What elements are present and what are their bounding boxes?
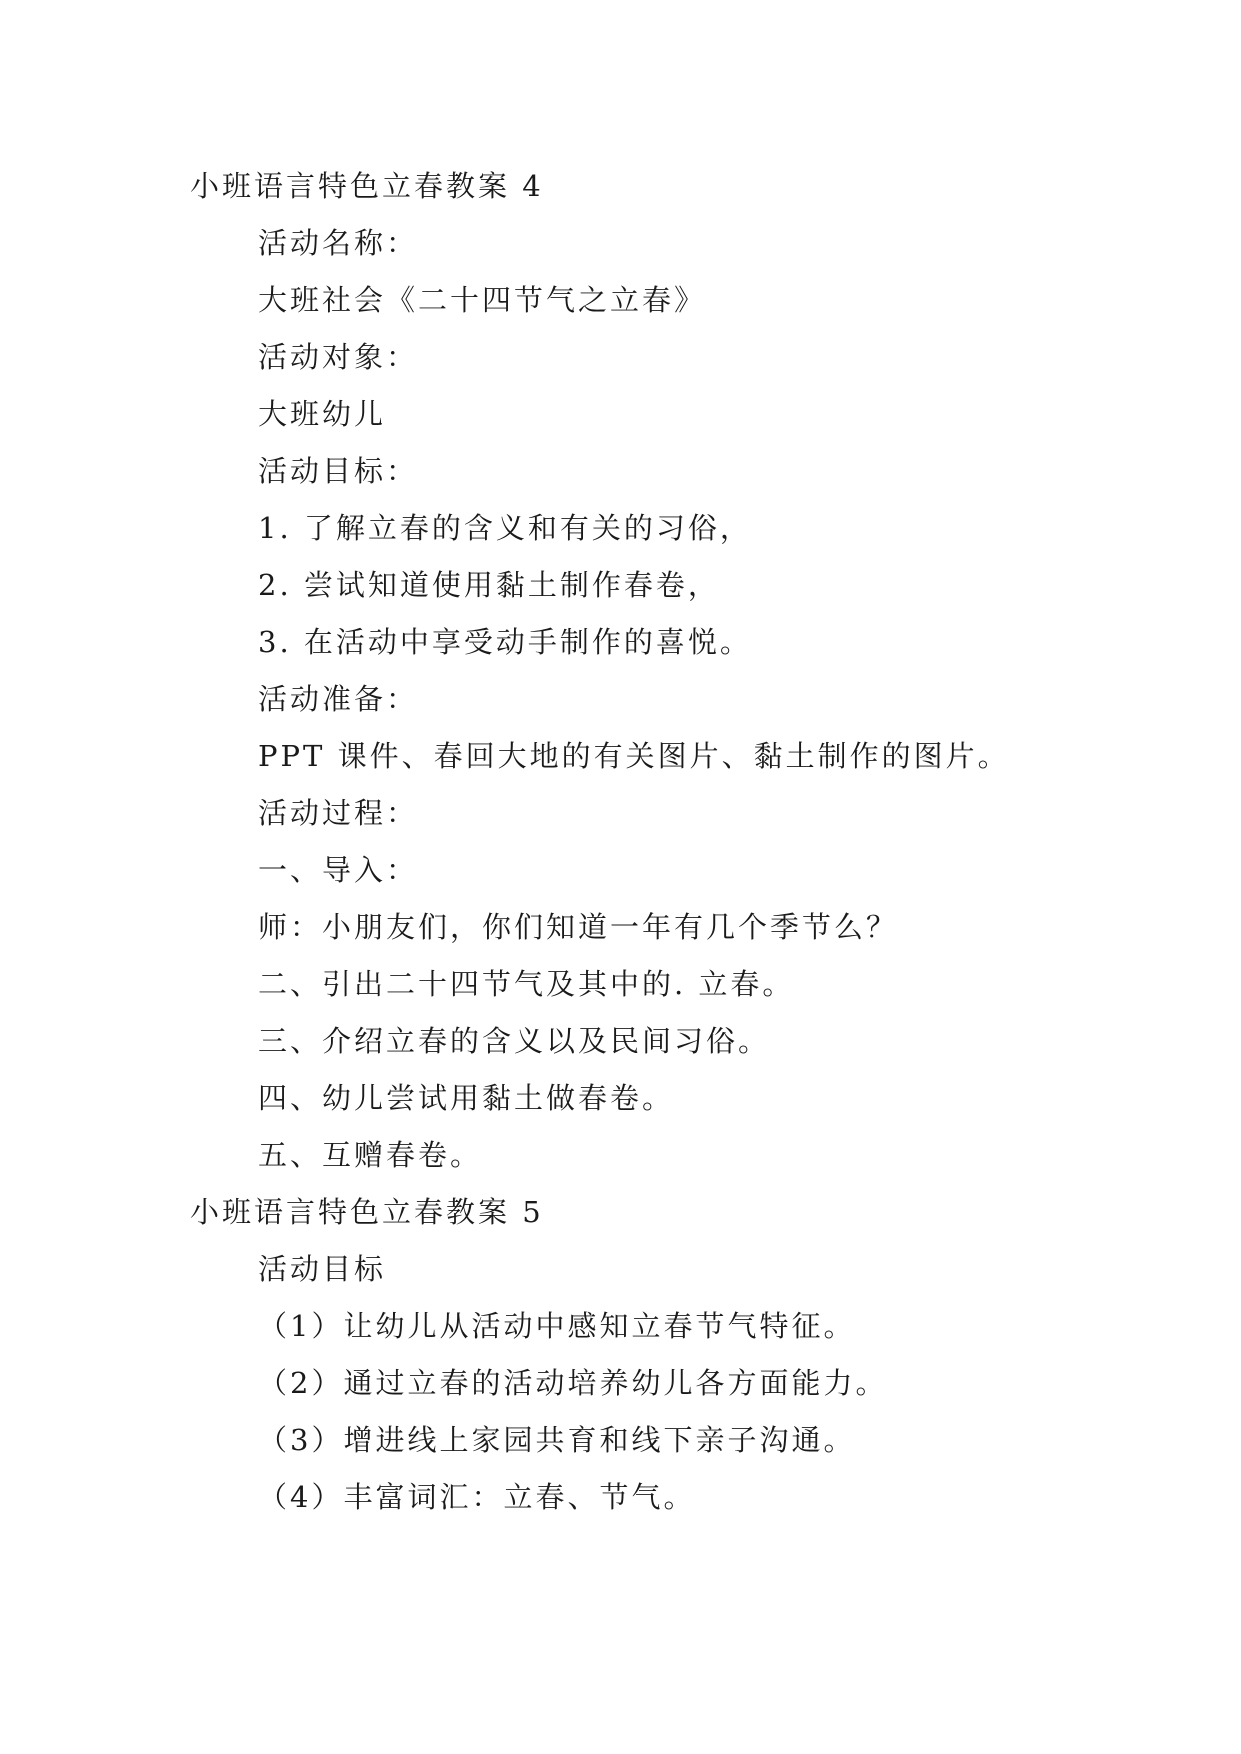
activity-target-value: 大班幼儿 — [258, 397, 387, 431]
activity-prep-label: 活动准备： — [258, 682, 419, 716]
goal-item-3: 3. 在活动中享受动手制作的喜悦。 — [258, 625, 752, 659]
section-5-goal-1: （1）让幼儿从活动中感知立春节气特征。 — [258, 1309, 856, 1343]
process-step-2: 二、引出二十四节气及其中的. 立春。 — [258, 967, 795, 1001]
activity-name-value: 大班社会《二十四节气之立春》 — [258, 283, 707, 317]
process-step-3: 三、介绍立春的含义以及民间习俗。 — [258, 1024, 771, 1058]
activity-name-label: 活动名称： — [258, 226, 419, 260]
activity-process-label: 活动过程： — [258, 796, 419, 830]
section-5-goals-label: 活动目标 — [258, 1252, 387, 1286]
activity-goals-label: 活动目标： — [258, 454, 419, 488]
section-5-title: 小班语言特色立春教案 5 — [190, 1195, 544, 1229]
section-5-goal-3: （3）增进线上家园共育和线下亲子沟通。 — [258, 1423, 856, 1457]
section-4-title: 小班语言特色立春教案 4 — [190, 169, 544, 203]
section-5-goal-2: （2）通过立春的活动培养幼儿各方面能力。 — [258, 1366, 888, 1400]
activity-prep-value: PPT 课件、春回大地的有关图片、黏土制作的图片。 — [258, 739, 1010, 773]
goal-item-2: 2. 尝试知道使用黏土制作春卷， — [258, 568, 720, 602]
goal-item-1: 1. 了解立春的含义和有关的习俗， — [258, 511, 752, 545]
process-step-5: 五、互赠春卷。 — [258, 1138, 483, 1172]
process-teacher-line: 师：小朋友们，你们知道一年有几个季节么？ — [258, 910, 899, 944]
section-5-goal-4: （4）丰富词汇：立春、节气。 — [258, 1480, 696, 1514]
process-step-1: 一、导入： — [258, 853, 419, 887]
activity-target-label: 活动对象： — [258, 340, 419, 374]
process-step-4: 四、幼儿尝试用黏土做春卷。 — [258, 1081, 675, 1115]
